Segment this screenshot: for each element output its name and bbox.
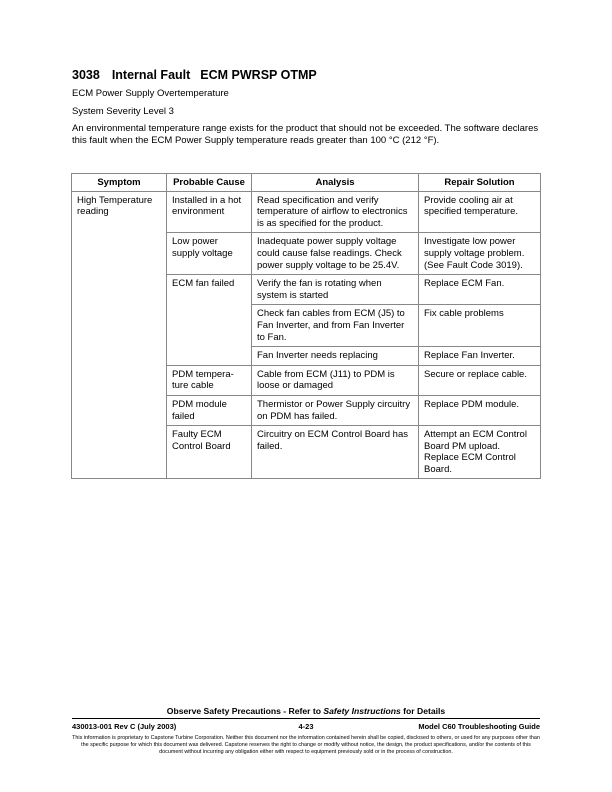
repair-cell: Fix cable problems <box>419 305 541 347</box>
repair-cell: Replace Fan Inverter. <box>419 347 541 366</box>
fault-heading <box>72 68 317 82</box>
safety-note-prefix: Observe Safety Precautions - Refer to <box>166 706 324 716</box>
repair-cell: Secure or replace cable. <box>419 365 541 395</box>
fault-description: ECM Power Supply Overtemperature <box>72 88 229 99</box>
footer-divider <box>72 718 540 719</box>
fault-paragraph: An environmental temperature range exists for the product that should not be exceeded. The software declares this fault when the ECM Power Supply temperature reads greater than 100 °C (212 °F). <box>72 123 539 146</box>
safety-note-emphasis: Safety Instructions <box>323 706 401 716</box>
troubleshooting-table <box>71 173 541 479</box>
header-probable-cause: Probable Cause <box>167 174 252 192</box>
analysis-cell: Read specification and verify temperature of airflow to electronics is as specified for the product. <box>252 191 419 233</box>
analysis-cell: Verify the fan is rotating when system is started <box>252 275 419 305</box>
header-symptom: Symptom <box>72 174 167 192</box>
cause-cell: Installed in a hot environment <box>167 191 252 233</box>
document-number: 430013-001 Rev C (July 2003) <box>72 722 177 731</box>
symptom-cell: High Temperature reading <box>72 191 167 479</box>
analysis-cell: Check fan cables from ECM (J5) to Fan Inverter, and from Fan Inverter to Fan. <box>252 305 419 347</box>
repair-cell: Attempt an ECM Control Board PM upload. Replace ECM Control Board. <box>419 426 541 479</box>
analysis-cell: Thermistor or Power Supply circuitry on PDM has failed. <box>252 395 419 425</box>
severity-level: System Severity Level 3 <box>72 106 174 117</box>
analysis-cell: Cable from ECM (J11) to PDM is loose or damaged <box>252 365 419 395</box>
proprietary-disclaimer: This information is proprietary to Capstone Turbine Corporation. Neither this document nor the information contained herein shall be copied, disclosed to others, or used for any purposes other than the specific purpose for which this document was delivered. Capstone reserves the right to change or modify without notice, the design, the product specifications, and/or the contents of this document without incurring any obligation either with respect to equipment previously sold or in the process of construction. <box>72 735 540 755</box>
repair-cell: Provide cooling air at specified temperature. <box>419 191 541 233</box>
cause-cell: PDM tempera-ture cable <box>167 365 252 395</box>
header-repair-solution: Repair Solution <box>419 174 541 192</box>
page-number: 4-23 <box>298 722 314 731</box>
header-analysis: Analysis <box>252 174 419 192</box>
table-row <box>72 191 541 233</box>
analysis-cell: Fan Inverter needs replacing <box>252 347 419 366</box>
repair-cell: Replace PDM module. <box>419 395 541 425</box>
fault-mnemonic: ECM PWRSP OTMP <box>200 68 317 82</box>
safety-note <box>0 706 612 716</box>
cause-cell: Faulty ECM Control Board <box>167 426 252 479</box>
analysis-cell: Inadequate power supply voltage could cause false readings. Check power supply voltage to be 25.4V. <box>252 233 419 275</box>
safety-note-suffix: for Details <box>400 706 446 716</box>
table-header-row <box>72 174 541 192</box>
guide-title: Model C60 Troubleshooting Guide <box>418 722 540 731</box>
analysis-cell: Circuitry on ECM Control Board has failed. <box>252 426 419 479</box>
cause-cell: ECM fan failed <box>167 275 252 366</box>
fault-name: Internal Fault <box>111 68 191 82</box>
cause-cell: PDM module failed <box>167 395 252 425</box>
repair-cell: Investigate low power supply voltage problem. (See Fault Code 3019). <box>419 233 541 275</box>
repair-cell: Replace ECM Fan. <box>419 275 541 305</box>
cause-cell: Low power supply voltage <box>167 233 252 275</box>
fault-code: 3038 <box>72 68 100 82</box>
